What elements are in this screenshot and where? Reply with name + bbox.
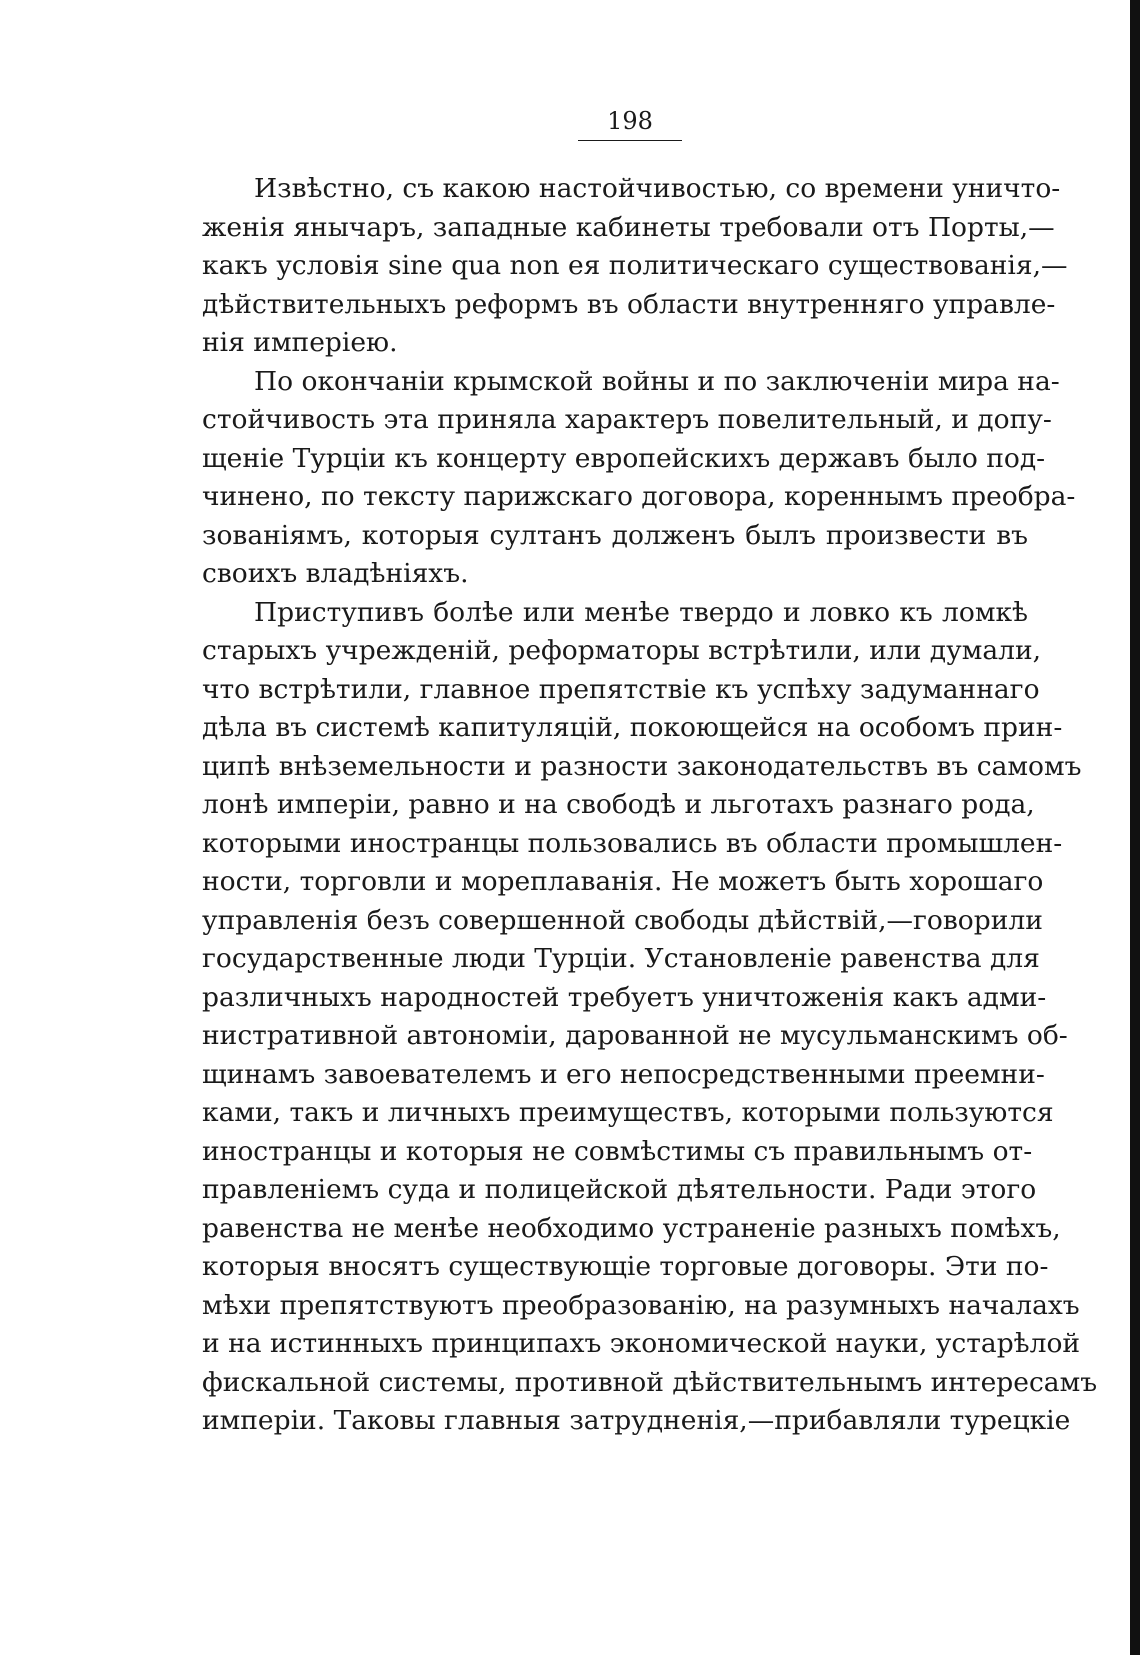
text-line: Извѣстно, съ какою настойчивостью, со времени уничто- — [254, 173, 1061, 204]
text-line: различныхъ народностей требуетъ уничтоженія какъ адми- — [202, 981, 1047, 1013]
text-line: какъ условія sine qua non ея политическаго существованія,— — [202, 250, 1068, 281]
text-line: государственные люди Турціи. Установленіе равенства для — [202, 943, 1040, 974]
scan-edge — [1130, 0, 1140, 1655]
text-line: дѣйствительныхъ реформъ въ области внутренняго управле- — [202, 288, 1056, 320]
text-line: щеніе Турціи къ концерту европейскихъ державъ было под- — [202, 442, 1046, 474]
text-line: и на истинныхъ принципахъ экономической науки, устарѣлой — [202, 1328, 1081, 1359]
text-line: имперіи. Таковы главныя затрудненія,—прибавляли турецкіе — [202, 1405, 1071, 1436]
text-line: Приступивъ болѣе или менѣе твердо и ловко къ ломкѣ — [254, 596, 1028, 628]
text-line: управленія безъ совершенной свободы дѣйствій,—говорили — [202, 904, 1043, 936]
text-line: стойчивость эта приняла характеръ повелительный, и допу- — [202, 404, 1052, 435]
body-text — [202, 170, 1098, 1441]
paragraph-3 — [202, 594, 1098, 1441]
text-line: По окончаніи крымской войны и по заключеніи мира на- — [254, 365, 1060, 397]
text-line: нія имперіею. — [202, 327, 398, 358]
page-number: 198 — [607, 107, 653, 135]
text-line: нистративной автономіи, дарованной не мусульманскимъ об- — [202, 1020, 1068, 1051]
text-line: зованіямъ, которыя султанъ долженъ былъ произвести въ — [202, 519, 1028, 551]
text-line: лонѣ имперіи, равно и на свободѣ и льготахъ разнаго рода, — [202, 789, 1035, 820]
text-line: правленіемъ суда и полицейской дѣятельности. Ради этого — [202, 1174, 1037, 1205]
text-line: ности, торговли и мореплаванія. Не можетъ быть хорошаго — [202, 866, 1044, 897]
text-line: которыя вносятъ существующіе торговые договоры. Эти по- — [202, 1251, 1049, 1282]
text-line: чинено, по тексту парижскаго договора, кореннымъ преобра- — [202, 481, 1076, 512]
text-line: женія янычаръ, западные кабинеты требовали отъ Порты,— — [202, 211, 1055, 243]
paragraph-1 — [202, 170, 1068, 363]
text-line: щинамъ завоевателемъ и его непосредственными преемни- — [202, 1058, 1045, 1090]
text-line: равенства не менѣе необходимо устраненіе разныхъ помѣхъ, — [202, 1212, 1061, 1244]
text-line: которыми иностранцы пользовались въ области промышлен- — [202, 827, 1063, 859]
text-line: фискальной системы, противной дѣйствительнымъ интересамъ — [202, 1366, 1098, 1398]
text-line: ками, такъ и личныхъ преимуществъ, которыми пользуются — [202, 1097, 1054, 1128]
page-number-rule — [578, 140, 682, 141]
text-line: иностранцы и которыя не совмѣстимы съ правильнымъ от- — [202, 1135, 1033, 1167]
text-line: старыхъ учрежденій, реформаторы встрѣтили, или думали, — [202, 635, 1042, 666]
text-line: мѣхи препятствуютъ преобразованію, на разумныхъ началахъ — [202, 1289, 1080, 1321]
text-line: ципѣ внѣземельности и разности законодательствъ въ самомъ — [202, 750, 1082, 782]
text-line: своихъ владѣніяхъ. — [202, 558, 469, 589]
text-line: что встрѣтили, главное препятствіе къ успѣху задуманнаго — [202, 673, 1040, 705]
paragraph-2 — [202, 363, 1076, 594]
text-line: дѣла въ системѣ капитуляцій, покоющейся на особомъ прин- — [202, 712, 1063, 743]
